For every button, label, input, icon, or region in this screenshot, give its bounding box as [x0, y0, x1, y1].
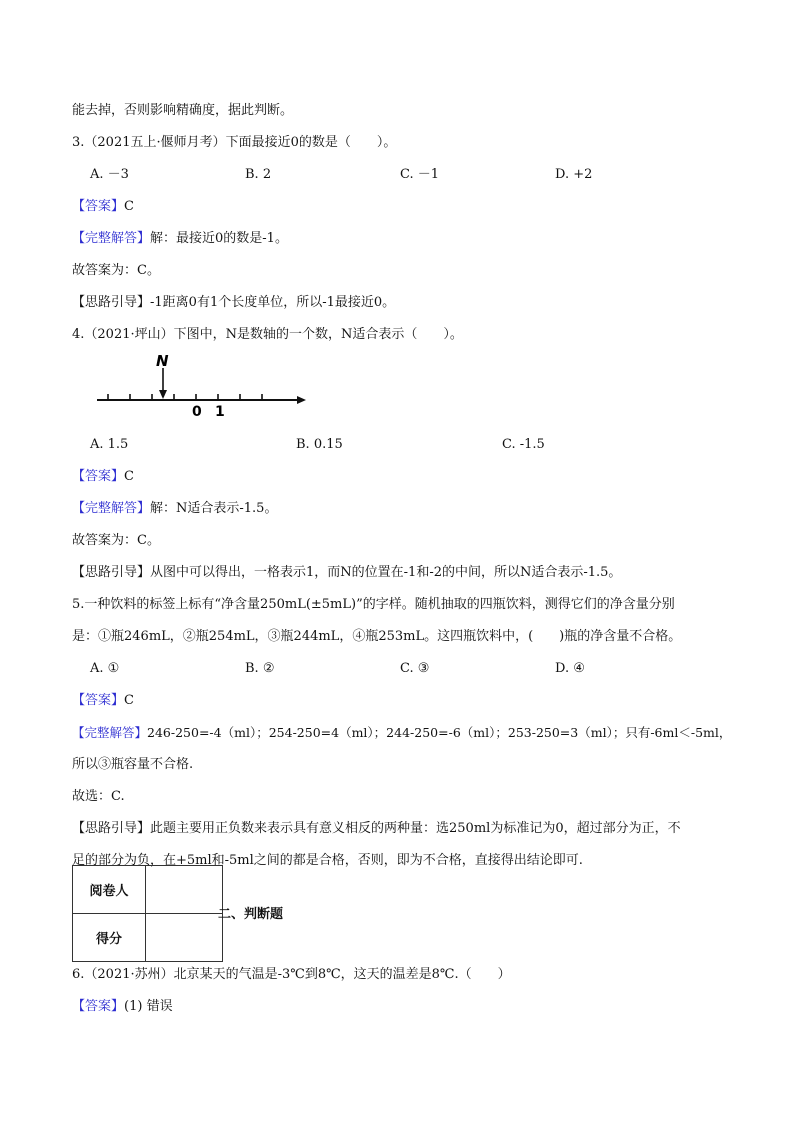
q5-hint: 【思路引导】此题主要用正负数来表示具有意义相反的两种量：选250ml为标准记为0，超过部分为正，不 — [72, 821, 681, 836]
q3-hint: 【思路引导】-1距离0有1个长度单位，所以-1最接近0。 — [72, 295, 396, 310]
reviewer-field[interactable] — [146, 866, 223, 914]
hint-tag: 【思路引导】 — [72, 295, 151, 310]
q3-solution: 【完整解答】解：最接近0的数是-1。 — [72, 231, 288, 246]
question-6: 6.（2021·苏州）北京某天的气温是-3℃到8℃，这天的温差是8℃.（ ） — [72, 967, 511, 982]
q4-answer: 【答案】C — [72, 469, 134, 484]
q5-option-a: A. ① — [90, 661, 120, 676]
q5-solution: 【完整解答】246-250=-4（ml）；254-250=4（ml）；244-250=-6（ml）；253-250=3（ml）；只有-6ml＜-5ml， — [72, 725, 732, 740]
q4-option-c: C. -1.5 — [502, 437, 545, 452]
q5-solution-cont: 所以③瓶容量不合格. — [72, 757, 194, 772]
solution-tag: 【完整解答】 — [72, 231, 151, 246]
q3-option-b: B. 2 — [245, 167, 272, 182]
q4-hint: 【思路引导】从图中可以得出，一格表示1，而N的位置在-1和-2的中间，所以N适合表示-1.5。 — [72, 565, 622, 580]
q5-hint-cont: 足的部分为负，在+5ml和-5ml之间的都是合格，否则，即为不合格，直接得出结论即可. — [72, 853, 583, 868]
section-title: 二、判断题 — [218, 907, 284, 922]
q4-option-b: B. 0.15 — [296, 437, 343, 452]
q5-final: 故选：C. — [72, 789, 125, 804]
q3-answer: 【答案】C — [72, 199, 134, 214]
question-3: 3.（2021五上·偃师月考）下面最接近0的数是（ ）。 — [72, 135, 397, 150]
q4-option-a: A. 1.5 — [90, 437, 129, 452]
tick-label-0: 0 — [192, 404, 202, 417]
score-label: 得分 — [73, 914, 146, 962]
q3-option-d: D. +2 — [555, 167, 593, 182]
reviewer-label: 阅卷人 — [73, 866, 146, 914]
question-5-line2: 是：①瓶246mL，②瓶254mL，③瓶244mL，④瓶253mL。这四瓶饮料中，( )瓶的净含量不合格。 — [72, 629, 682, 644]
q6-answer: 【答案】(1) 错误 — [72, 999, 173, 1014]
q5-option-b: B. ② — [245, 661, 275, 676]
answer-tag: 【答案】 — [72, 199, 125, 214]
q5-option-c: C. ③ — [400, 661, 430, 676]
axis-arrow — [297, 396, 306, 404]
question-4: 4.（2021·坪山）下图中，N是数轴的一个数，N适合表示（ ）。 — [72, 327, 463, 342]
q3-final: 故答案为：C。 — [72, 263, 160, 278]
number-line-figure — [92, 352, 312, 417]
question-5-line1: 5.一种饮料的标签上标有“净含量250mL(±5mL)”的字样。随机抽取的四瓶饮料，测得它们的净含量分别 — [72, 597, 675, 612]
q5-answer: 【答案】C — [72, 693, 134, 708]
q5-option-d: D. ④ — [555, 661, 585, 676]
q3-option-a: A. －3 — [90, 167, 129, 182]
marker-label: N — [156, 352, 169, 370]
q4-final: 故答案为：C。 — [72, 533, 160, 548]
tick-label-1: 1 — [215, 404, 225, 417]
q4-solution: 【完整解答】解：N适合表示-1.5。 — [72, 501, 278, 516]
score-field[interactable] — [146, 914, 223, 962]
score-table — [72, 865, 223, 962]
continued-text: 能去掉，否则影响精确度，据此判断。 — [72, 103, 294, 118]
q3-option-c: C. －1 — [400, 167, 440, 182]
marker-arrow-head — [159, 390, 167, 399]
